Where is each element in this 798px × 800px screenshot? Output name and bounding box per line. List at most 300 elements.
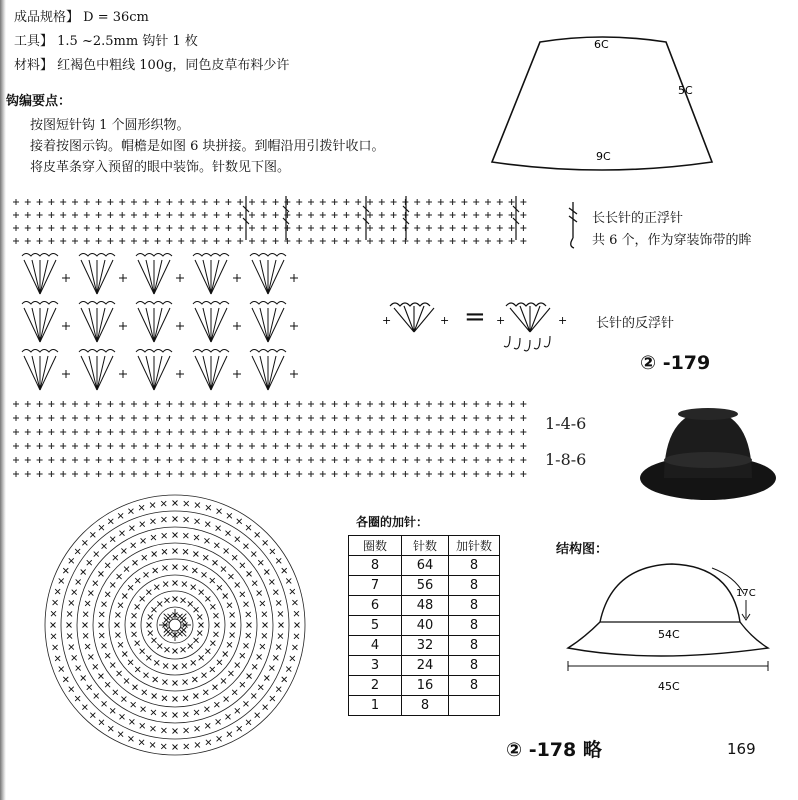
sc-stitch <box>228 671 233 676</box>
sc-stitch <box>72 429 78 435</box>
sc-stitch <box>292 600 297 605</box>
sc-stitch <box>255 532 260 537</box>
sc-stitch <box>246 720 251 725</box>
front-post-mark <box>243 196 249 240</box>
sc-stitch <box>296 429 302 435</box>
sc-stitch <box>509 212 515 218</box>
sc-stitch <box>217 660 222 665</box>
sc-stitch <box>240 682 245 687</box>
sc-stitch <box>163 582 168 587</box>
sc-stitch <box>290 656 295 661</box>
front-post-mark <box>403 196 409 240</box>
fan-stitch <box>40 356 56 390</box>
sc-stitch <box>246 612 251 617</box>
equals-sign: = <box>464 302 486 332</box>
sc-stitch <box>191 660 196 665</box>
sc-stitch <box>183 549 188 554</box>
sc-stitch <box>166 457 172 463</box>
sc-stitch <box>101 602 106 607</box>
sc-stitch <box>101 643 106 648</box>
sc-stitch <box>188 601 193 606</box>
fan-stitch <box>211 260 219 294</box>
sc-stitch <box>113 690 118 695</box>
sc-stitch <box>343 401 349 407</box>
sc-stitch <box>83 623 88 628</box>
round-ring <box>125 575 225 675</box>
sc-stitch <box>84 429 90 435</box>
sc-stitch <box>320 429 326 435</box>
panel-side-label: 5C <box>678 84 693 97</box>
chain-arc <box>250 302 286 305</box>
fan-stitch <box>154 260 170 294</box>
sc-stitch <box>438 225 444 231</box>
sc-stitch <box>105 563 110 568</box>
sc-stitch <box>225 457 231 463</box>
sc-stitch <box>48 401 54 407</box>
sc-stitch <box>237 212 243 218</box>
cell <box>449 696 500 716</box>
sc-stitch <box>84 225 90 231</box>
sc-stitch <box>391 238 397 244</box>
sc-stitch <box>450 401 456 407</box>
sc-stitch <box>227 513 232 518</box>
sc-stitch <box>72 415 78 421</box>
cell: 1 <box>349 696 402 716</box>
sc-stitch <box>426 471 432 477</box>
fan-stitch <box>154 260 162 294</box>
sc-stitch <box>206 740 211 745</box>
sc-stitch <box>155 225 161 231</box>
sc-stitch <box>190 401 196 407</box>
sc-stitch <box>214 457 220 463</box>
sc-stitch <box>473 238 479 244</box>
sc-stitch <box>139 740 144 745</box>
sc-stitch <box>157 644 162 649</box>
sc-stitch <box>237 457 243 463</box>
sc-stitch <box>332 415 338 421</box>
sc-stitch <box>237 199 243 205</box>
sc-stitch <box>485 443 491 449</box>
panel-top-label: 6C <box>594 38 609 51</box>
sc-stitch <box>258 685 263 690</box>
sc-stitch <box>224 548 229 553</box>
sc-stitch <box>72 401 78 407</box>
sc-stitch <box>184 517 189 522</box>
sc-stitch <box>497 415 503 421</box>
sc-stitch <box>84 238 90 244</box>
fan-stitch <box>81 308 97 342</box>
sc-stitch <box>320 238 326 244</box>
sc-stitch <box>195 519 200 524</box>
sc-stitch <box>438 443 444 449</box>
fan-stitch <box>154 356 162 390</box>
sc-stitch <box>183 565 188 570</box>
pattern-code-179: ② -179 <box>640 352 711 374</box>
instructions-heading: 钩编要点： <box>6 94 72 109</box>
sc-stitch <box>128 509 133 514</box>
front-post-mark <box>363 196 369 240</box>
sc-stitch <box>119 429 125 435</box>
sc-stitch <box>37 238 43 244</box>
sc-stitch <box>122 652 127 657</box>
sc-stitch <box>355 443 361 449</box>
sc-stitch <box>450 471 456 477</box>
sc-stitch <box>155 415 161 421</box>
sc-stitch <box>55 656 60 661</box>
sc-stitch <box>485 199 491 205</box>
structure-height-label: 17C <box>736 588 756 599</box>
sc-stitch <box>402 457 408 463</box>
sc-stitch <box>118 603 123 608</box>
sc-stitch <box>142 555 147 560</box>
sc-stitch <box>84 415 90 421</box>
sc-stitch <box>173 729 178 734</box>
fan-stitch <box>146 308 154 342</box>
instruction-line-3: 将皮革条穿入预留的眼中装饰。针数见下图。 <box>30 160 291 175</box>
sc-stitch <box>355 415 361 421</box>
sc-stitch <box>155 401 161 407</box>
sc-stitch <box>225 401 231 407</box>
sc-stitch <box>88 654 93 659</box>
fan-stitch <box>138 260 154 294</box>
table-row <box>349 656 500 676</box>
sc-stitch <box>107 225 113 231</box>
sc-stitch <box>244 643 249 648</box>
sc-stitch <box>96 225 102 231</box>
sc-stitch <box>270 549 275 554</box>
sc-stitch <box>155 443 161 449</box>
sc-stitch <box>72 212 78 218</box>
cell: 4 <box>349 636 402 656</box>
sc-stitch <box>269 579 274 584</box>
sc-stitch <box>178 429 184 435</box>
sc-stitch <box>60 225 66 231</box>
sc-stitch <box>178 471 184 477</box>
sc-stitch <box>227 732 232 737</box>
sc-stitch <box>249 212 255 218</box>
sc-stitch <box>343 457 349 463</box>
fan-stitch <box>24 308 40 342</box>
sc-stitch <box>25 238 31 244</box>
sc-stitch <box>162 549 167 554</box>
sc-stitch <box>90 713 95 718</box>
sc-stitch <box>135 578 140 583</box>
sc-stitch <box>473 457 479 463</box>
sc-stitch <box>102 544 107 549</box>
sc-stitch <box>237 401 243 407</box>
front-post-mark <box>283 196 289 240</box>
table-header-row <box>349 536 500 556</box>
legend-front-post-line2: 共 6 个，作为穿装饰带的眸 <box>592 233 752 248</box>
sc-stitch <box>69 645 74 650</box>
sc-stitch <box>173 649 178 654</box>
back-post-fan-hooks-icon <box>496 296 572 360</box>
sc-stitch <box>107 471 113 477</box>
sc-stitch <box>332 457 338 463</box>
sc-stitch <box>155 212 161 218</box>
sc-stitch <box>59 578 64 583</box>
sc-stitch <box>221 567 226 572</box>
sc-stitch <box>438 401 444 407</box>
col-header-stitches: 针数 <box>402 536 449 556</box>
sc-stitch <box>60 401 66 407</box>
sc-stitch <box>355 401 361 407</box>
sc-stitch <box>105 653 110 658</box>
back-post-fan-icon <box>382 296 452 340</box>
sc-stitch <box>202 238 208 244</box>
sc-stitch <box>520 471 526 477</box>
sc-stitch <box>273 199 279 205</box>
sc-stitch <box>199 590 204 595</box>
sc-stitch <box>121 697 126 702</box>
cell: 8 <box>402 696 449 716</box>
sc-stitch <box>232 555 237 560</box>
sc-stitch <box>194 710 199 715</box>
sc-stitch <box>379 415 385 421</box>
sc-stitch <box>509 199 515 205</box>
sc-stitch <box>252 664 257 669</box>
sc-stitch <box>166 471 172 477</box>
sc-stitch <box>509 457 515 463</box>
cell: 16 <box>402 676 449 696</box>
sc-stitch <box>273 471 279 477</box>
sc-stitch <box>63 677 68 682</box>
chain-arc <box>136 254 172 257</box>
round-ring <box>61 511 289 739</box>
sc-stitch <box>402 429 408 435</box>
fan-plus-left: + <box>382 314 392 327</box>
sc-stitch <box>154 585 159 590</box>
sc-stitch <box>94 552 99 557</box>
sc-stitch <box>132 613 137 618</box>
sc-stitch <box>173 713 178 718</box>
round-ring <box>77 527 273 723</box>
sc-stitch <box>132 685 137 690</box>
sc-stitch <box>367 212 373 218</box>
sc-stitch <box>296 471 302 477</box>
fan-stitch <box>252 356 268 390</box>
sc-stitch <box>62 370 70 378</box>
sc-stitch <box>379 199 385 205</box>
fan-stitch <box>268 308 284 342</box>
sc-stitch <box>290 274 298 282</box>
table-row <box>349 556 500 576</box>
sc-stitch <box>461 457 467 463</box>
sc-stitch <box>320 457 326 463</box>
sc-stitch <box>155 199 161 205</box>
sc-stitch <box>120 531 125 536</box>
sc-stitch <box>213 685 218 690</box>
sc-stitch <box>63 568 68 573</box>
sc-stitch <box>60 429 66 435</box>
sc-stitch <box>139 505 144 510</box>
sc-stitch <box>67 623 72 628</box>
sc-stitch <box>485 212 491 218</box>
fan-stitch <box>138 308 154 342</box>
fan-stitch <box>40 260 48 294</box>
sc-stitch <box>84 401 90 407</box>
sc-stitch <box>37 429 43 435</box>
cell: 8 <box>449 656 500 676</box>
sc-stitch <box>235 537 240 542</box>
sc-stitch <box>226 714 231 719</box>
sc-stitch <box>182 582 187 587</box>
sc-stitch <box>240 592 245 597</box>
sc-stitch <box>206 505 211 510</box>
sc-stitch <box>246 633 251 638</box>
sc-stitch <box>178 401 184 407</box>
sc-stitch <box>273 415 279 421</box>
sc-stitch <box>162 712 167 717</box>
sc-stitch <box>121 548 126 553</box>
sc-stitch <box>140 522 145 527</box>
sc-stitch <box>273 457 279 463</box>
sc-stitch <box>296 199 302 205</box>
sc-stitch <box>178 212 184 218</box>
sc-stitch <box>264 570 269 575</box>
sc-stitch <box>96 415 102 421</box>
sc-stitch <box>184 728 189 733</box>
sc-stitch <box>182 663 187 668</box>
page-number: 169 <box>727 740 756 758</box>
sc-stitch <box>190 212 196 218</box>
sc-stitch <box>93 664 98 669</box>
sc-stitch <box>37 457 43 463</box>
fan-stitch <box>154 308 170 342</box>
sc-stitch <box>217 736 222 741</box>
sc-stitch <box>153 568 158 573</box>
sc-stitch <box>108 726 113 731</box>
table-row <box>349 696 500 716</box>
sc-stitch <box>184 744 189 749</box>
sc-stitch <box>231 623 236 628</box>
sc-stitch <box>217 509 222 514</box>
sc-stitch <box>284 401 290 407</box>
sc-stitch <box>202 673 207 678</box>
sc-stitch <box>129 526 134 531</box>
sc-stitch <box>320 415 326 421</box>
fan-stitch <box>203 260 211 294</box>
instruction-line-1: 按图短针钩 1 个圆形织物。 <box>30 118 190 133</box>
sc-stitch <box>84 471 90 477</box>
sc-stitch <box>473 415 479 421</box>
sc-stitch <box>178 238 184 244</box>
fan-stitch <box>138 356 154 390</box>
sc-stitch <box>249 471 255 477</box>
sc-stitch <box>251 693 256 698</box>
sc-stitch <box>178 199 184 205</box>
chain-arc <box>250 254 286 257</box>
sc-stitch <box>37 471 43 477</box>
sc-stitch <box>237 429 243 435</box>
sc-stitch <box>221 678 226 683</box>
sc-stitch <box>202 415 208 421</box>
sc-stitch <box>225 212 231 218</box>
hat-structure-diagram <box>562 560 772 700</box>
sc-stitch <box>379 212 385 218</box>
sc-stitch <box>131 429 137 435</box>
sc-stitch <box>230 612 235 617</box>
cell: 8 <box>449 616 500 636</box>
sc-stitch <box>391 401 397 407</box>
sc-stitch <box>99 720 104 725</box>
structure-crown-label: 54C <box>658 628 680 641</box>
sc-stitch <box>485 225 491 231</box>
sc-stitch <box>286 667 291 672</box>
sc-stitch <box>214 471 220 477</box>
sc-stitch <box>509 225 515 231</box>
sc-stitch <box>308 429 314 435</box>
sc-stitch <box>237 238 243 244</box>
sc-stitch <box>173 681 178 686</box>
sc-stitch <box>355 212 361 218</box>
sc-stitch <box>191 585 196 590</box>
sc-stitch <box>240 653 245 658</box>
sc-stitch <box>509 415 515 421</box>
cell: 3 <box>349 656 402 676</box>
sc-stitch <box>153 677 158 682</box>
sc-stitch <box>194 607 199 612</box>
sc-stitch <box>450 225 456 231</box>
sc-stitch <box>237 443 243 449</box>
sc-stitch <box>60 199 66 205</box>
sc-stitch <box>173 533 178 538</box>
sc-stitch <box>520 238 526 244</box>
sc-stitch <box>214 429 220 435</box>
ratio-2: 1-8-6 <box>545 450 587 469</box>
fan-stitch <box>268 356 284 390</box>
sc-stitch <box>25 212 31 218</box>
sc-stitch <box>188 644 193 649</box>
sc-stitch <box>214 225 220 231</box>
sc-stitch <box>60 443 66 449</box>
sc-stitch <box>320 443 326 449</box>
sc-stitch <box>135 641 140 646</box>
sc-stitch <box>332 471 338 477</box>
cell: 7 <box>349 576 402 596</box>
sc-stitch <box>124 567 129 572</box>
sc-stitch <box>367 443 373 449</box>
sc-stitch <box>269 666 274 671</box>
sc-stitch <box>76 579 81 584</box>
sc-stitch <box>461 225 467 231</box>
sc-stitch <box>173 517 178 522</box>
sc-stitch <box>117 671 122 676</box>
cell: 8 <box>449 596 500 616</box>
sc-stitch <box>414 401 420 407</box>
cell: 8 <box>449 676 500 696</box>
sc-stitch <box>143 415 149 421</box>
sc-stitch <box>84 212 90 218</box>
sc-stitch <box>195 726 200 731</box>
fan-stitch <box>260 308 268 342</box>
sc-stitch <box>75 696 80 701</box>
sc-stitch <box>202 212 208 218</box>
cell: 8 <box>449 636 500 656</box>
sc-stitch <box>262 633 267 638</box>
sc-stitch <box>119 199 125 205</box>
sc-stitch <box>243 701 248 706</box>
spec-materials <box>14 54 289 73</box>
sc-stitch <box>202 443 208 449</box>
sc-stitch <box>110 582 115 587</box>
sc-stitch <box>367 457 373 463</box>
sc-stitch <box>48 199 54 205</box>
sc-stitch <box>84 443 90 449</box>
chain-arc <box>79 350 115 353</box>
fan-stitch <box>203 356 211 390</box>
cell: 8 <box>349 556 402 576</box>
